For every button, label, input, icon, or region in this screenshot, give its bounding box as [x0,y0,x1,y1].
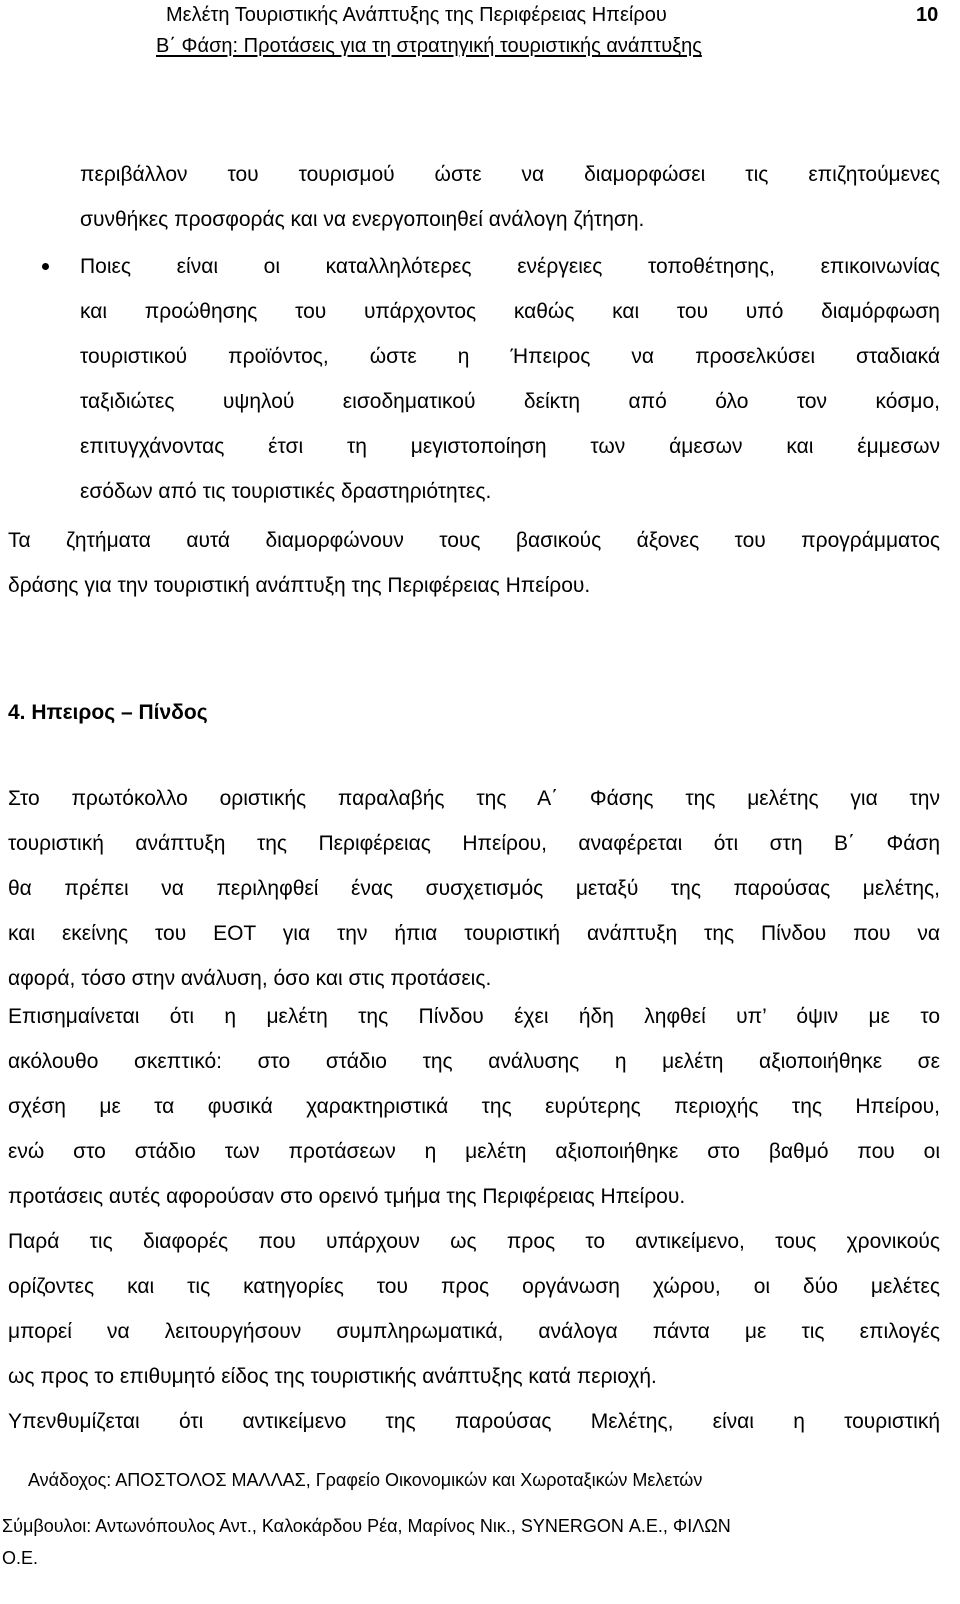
text-line: Στο πρωτόκολλο οριστικής παραλαβής της Α΄ Φάσης της μελέτης για την [8,787,940,810]
text-line: θα πρέπει να περιληφθεί ένας συσχετισμός μεταξύ της παρούσας μελέτης, [8,877,940,900]
footer-advisors-continued: Ο.Ε. [2,1548,39,1568]
text-line: επιτυγχάνοντας έτσι τη μεγιστοποίηση των άμεσων και έμμεσων [80,435,940,458]
header-subtitle: Β΄ Φάση: Προτάσεις για τη στρατηγική τουριστικής ανάπτυξης [156,35,702,57]
text-line: ενώ στο στάδιο των προτάσεων η μελέτη αξιοποιήθηκε στο βαθμό που οι [8,1140,940,1163]
text-line: ακόλουθο σκεπτικό: στο στάδιο της ανάλυσης η μελέτη αξιοποιήθηκε σε [8,1050,940,1073]
text-line: Παρά τις διαφορές που υπάρχουν ως προς το αντικείμενο, τους χρονικούς [8,1230,940,1253]
text-line: μπορεί να λειτουργήσουν συμπληρωματικά, ανάλογα πάντα με τις επιλογές [8,1320,940,1343]
footer-contractor: Ανάδοχος: ΑΠΟΣΤΟΛΟΣ ΜΑΛΛΑΣ, Γραφείο Οικονομικών και Χωροταξικών Μελετών [28,1470,703,1490]
text-line: δράσης για την τουριστική ανάπτυξη της Περιφέρειας Ηπείρου. [8,574,591,597]
text-line: συνθήκες προσφοράς και να ενεργοποιηθεί ανάλογη ζήτηση. [80,208,645,231]
bullet-icon [42,263,49,270]
text-line: προτάσεις αυτές αφορούσαν στο ορεινό τμήμα της Περιφέρειας Ηπείρου. [8,1185,686,1208]
text-line: Τα ζητήματα αυτά διαμορφώνουν τους βασικούς άξονες του προγράμματος [8,529,940,552]
text-line: εσόδων από τις τουριστικές δραστηριότητες. [80,480,492,503]
text-line: τουριστική ανάπτυξη της Περιφέρειας Ηπείρου, αναφέρεται ότι στη Β΄ Φάση [8,832,940,855]
text-line: περιβάλλον του τουρισμού ώστε να διαμορφώσει τις επιζητούμενες [80,163,940,186]
text-line: Υπενθυμίζεται ότι αντικείμενο της παρούσας Μελέτης, είναι η τουριστική [8,1410,940,1433]
text-line: Ποιες είναι οι καταλληλότερες ενέργειες τοποθέτησης, επικοινωνίας [80,255,940,278]
text-line: τουριστικού προϊόντος, ώστε η Ήπειρος να προσελκύσει σταδιακά [80,345,940,368]
text-line: Επισημαίνεται ότι η μελέτη της Πίνδου έχει ήδη ληφθεί υπ’ όψιν με το [8,1005,940,1028]
header-title: Μελέτη Τουριστικής Ανάπτυξης της Περιφέρειας Ηπείρου [166,4,667,26]
section-heading: 4. Ηπειρος – Πίνδος [8,701,208,724]
text-line: και εκείνης του ΕΟΤ για την ήπια τουριστική ανάπτυξη της Πίνδου που να [8,922,940,945]
footer-advisors: Σύμβουλοι: Αντωνόπουλος Αντ., Καλοκάρδου Ρέα, Μαρίνος Νικ., SYNERGON Α.Ε., ΦΙΛΩΝ [2,1516,731,1536]
text-line: και προώθησης του υπάρχοντος καθώς και του υπό διαμόρφωση [80,300,940,323]
text-line: σχέση με τα φυσικά χαρακτηριστικά της ευρύτερης περιοχής της Ηπείρου, [8,1095,940,1118]
text-line: ορίζοντες και τις κατηγορίες του προς οργάνωση χώρου, οι δύο μελέτες [8,1275,940,1298]
text-line: ταξιδιώτες υψηλού εισοδηματικού δείκτη από όλο τον κόσμο, [80,390,940,413]
text-line: ως προς το επιθυμητό είδος της τουριστικής ανάπτυξης κατά περιοχή. [8,1365,657,1388]
text-line: αφορά, τόσο στην ανάλυση, όσο και στις προτάσεις. [8,967,492,990]
page-number: 10 [916,4,939,26]
